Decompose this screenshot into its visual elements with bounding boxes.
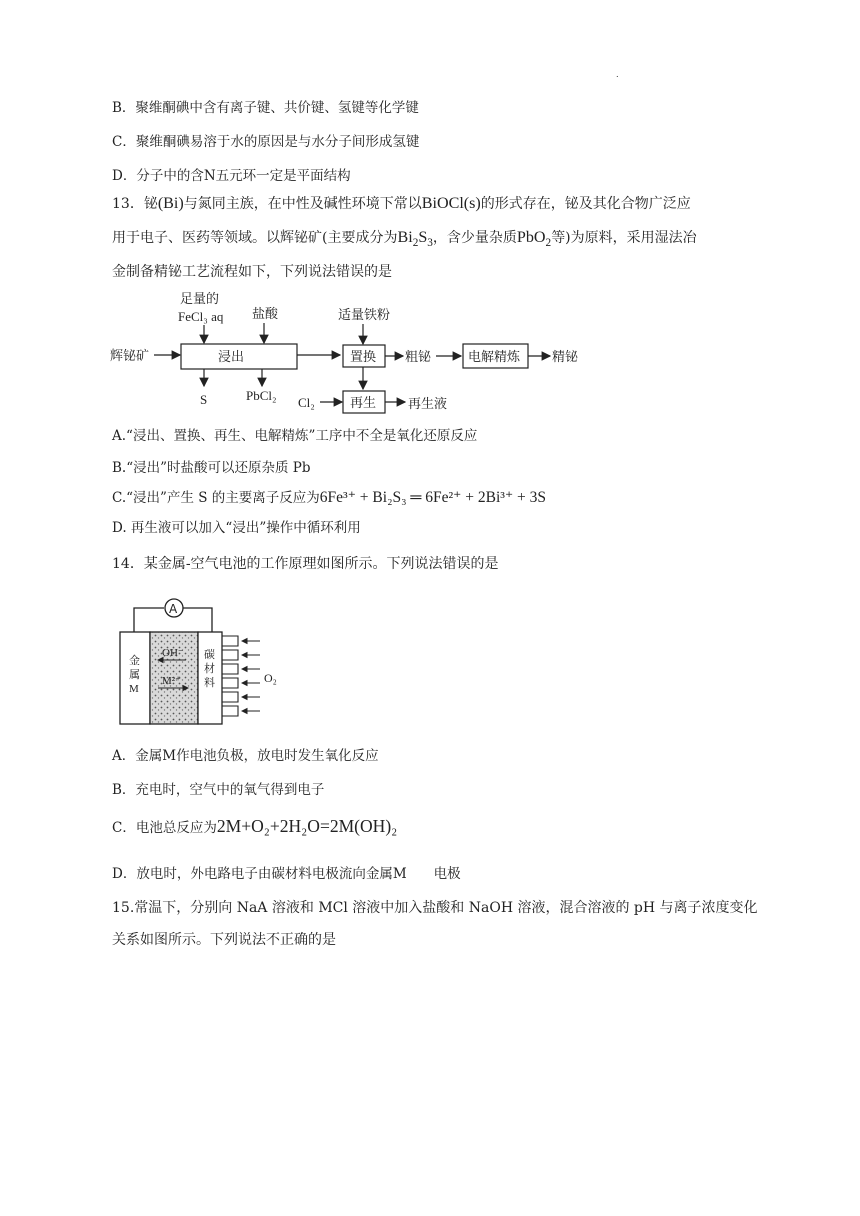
flow-regen-label: 再生 — [350, 396, 377, 411]
flow-s-label: S — [200, 392, 208, 407]
external-circuit-wire — [134, 608, 164, 632]
q13-option-b: B.“浸出”时盐酸可以还原杂质 Pb — [112, 460, 311, 476]
flow-pbcl2-label: PbCl₂ — [246, 388, 277, 403]
q13-stem-text: 13．铋 — [112, 196, 158, 212]
bi-symbol: (Bi) — [157, 195, 184, 212]
q12-option-b: B．聚维酮碘中含有离子键、共价键、氢键等化学键 — [112, 100, 419, 116]
flow-regen-liquid-label: 再生液 — [408, 397, 448, 412]
q13-option-c-equation: 6Fe³⁺ + Bi₂S₃ ═ 6Fe²⁺ + 2Bi³⁺ + 3S — [319, 489, 547, 506]
q13-option-a: A.“浸出、置换、再生、电解精炼”工序中不全是氧化还原反应 — [112, 428, 478, 444]
q14-option-c-text: C．电池总反应为 — [112, 820, 217, 836]
external-circuit-wire-right — [183, 608, 212, 632]
q13-stem-text: 与氮同主族，在中性及碱性环境下常以 — [183, 196, 422, 212]
flow-product-label: 精铋 — [552, 350, 579, 365]
o2-label: O₂ — [264, 671, 277, 685]
bi2s3-formula: $Bi_2S_3$ — [397, 229, 433, 250]
q14-option-a: A．金属M作电池负极，放电时发生氧化反应 — [112, 748, 379, 764]
o2-inflow-arrows — [242, 641, 260, 711]
q13-option-d: D. 再生液可以加入“浸出”操作中循环利用 — [112, 520, 361, 536]
biocl-formula: BiOCl(s) — [421, 195, 481, 212]
q14-stem: 14．某金属-空气电池的工作原理如图所示。下列说法错误的是 — [112, 556, 499, 572]
flow-cl2-label: Cl₂ — [298, 395, 315, 410]
battery-diagram — [112, 592, 292, 732]
q13-stem-line3: 金制备精铋工艺流程如下，下列说法错误的是 — [112, 264, 392, 280]
q14-option-c-equation: 2M+O₂+2H₂O=2M(OH)₂ — [216, 816, 398, 836]
process-flowchart — [100, 290, 600, 418]
flow-leach-label: 浸出 — [218, 350, 245, 365]
page-dot: . — [616, 70, 619, 79]
pbo2-formula: PbO$_2$ — [516, 229, 552, 250]
flow-reagent2-label: 盐酸 — [252, 307, 279, 322]
flow-reagent1-line1: 足量的 — [180, 292, 220, 307]
flow-refine-label: 电解精炼 — [468, 350, 521, 365]
q13-option-c — [112, 488, 546, 508]
carbon-label: 碳材料 — [204, 648, 215, 689]
q13-stem-text: 用于电子、医药等领域。以辉铋矿(主要成分为 — [112, 230, 398, 246]
q13-stem-text: 的形式存在，铋及其化合物广泛应 — [480, 196, 691, 212]
flow-feed-label: 辉铋矿 — [110, 349, 150, 364]
flow-iron-label: 适量铁粉 — [338, 308, 391, 323]
flow-reagent1-line2: FeCl₃ aq — [178, 309, 224, 324]
flow-replace-label: 置换 — [350, 350, 377, 365]
flow-crude-label: 粗铋 — [405, 350, 432, 365]
q15-stem-line2: 关系如图所示。下列说法不正确的是 — [112, 932, 336, 948]
q13-option-c-text: C.“浸出”产生 S 的主要离子反应为 — [112, 490, 320, 506]
q14-option-b: B．充电时，空气中的氧气得到电子 — [112, 782, 325, 798]
q14-option-c — [112, 816, 397, 838]
ammeter-label: A — [169, 602, 178, 616]
q13-stem-text: 等)为原料，采用湿法冶 — [551, 230, 697, 246]
q14-option-d: D．放电时，外电路电子由碳材料电极流向金属M 电极 — [112, 866, 461, 882]
oh-ion-label: OH⁻ — [162, 647, 184, 659]
m2-ion-label: M²⁺ — [162, 675, 181, 687]
q13-stem-text: ，含少量杂质 — [432, 230, 517, 246]
q13-stem-line2 — [112, 228, 697, 253]
metal-label: 金属 M — [129, 654, 140, 695]
q13-stem-line1 — [112, 194, 691, 214]
q15-stem-line1: 15.常温下，分别向 NaA 溶液和 MCl 溶液中加入盐酸和 NaOH 溶液，混合溶液的 pH 与离子浓度变化 — [112, 900, 758, 916]
air-channels — [222, 636, 238, 716]
q12-option-d: D．分子中的含N五元环一定是平面结构 — [112, 168, 351, 184]
q12-option-c: C．聚维酮碘易溶于水的原因是与水分子间形成氢键 — [112, 134, 420, 150]
